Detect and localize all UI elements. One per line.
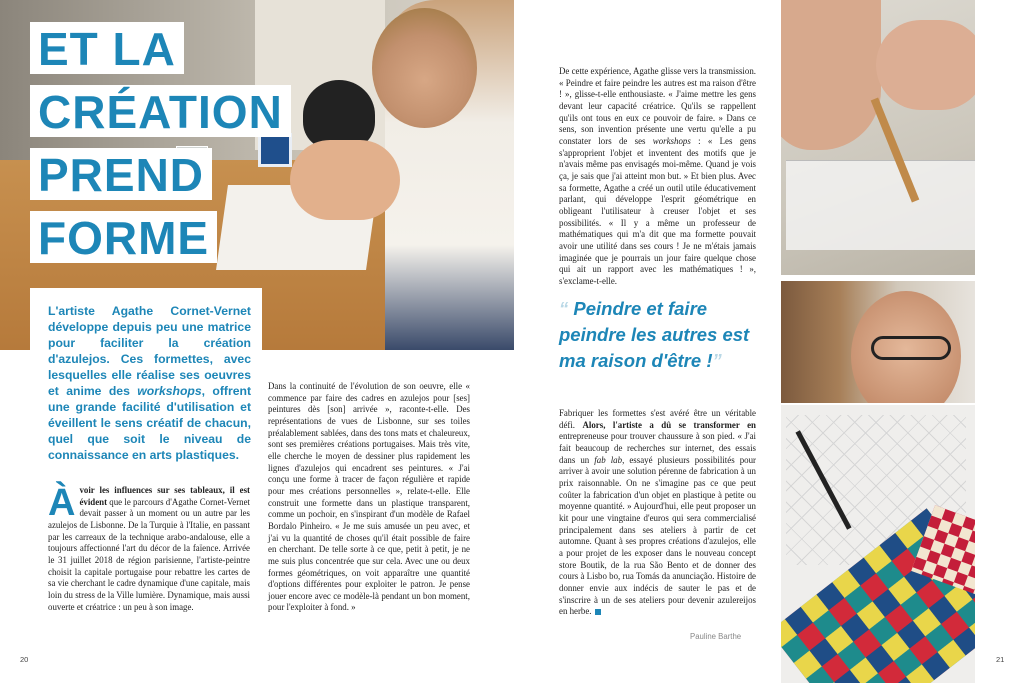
pull-quote: “ Peindre et faire peindre les autres est ma raison d'être !” xyxy=(559,298,750,371)
body-column-2: Dans la continuité de l'évolution de son oeuvre, elle « commence par faire des cadres en azulejos pour [ses] peintures dès [son] arrivée », raconte-t-elle. Des représentations de vues de Lisbonne, sur ses toiles préalablement sablées, dans des tons mats et chaleureux, sont ses premières créations portugaises. Mais très vite, elle cherche le moyen de dessiner plus rapidement les lignes d'azulejos qui encadrent ses peintures. « J'ai conçu une forme à tracer de façon régulière et rapide pour mes créations personnelles », relate-t-elle. Elle construit une formette dans un plastique transparent, comme un pochoir, en s'inspirant d'un modèle de Rafael Bordalo Pinheiro. « Je me suis amusée un peu avec, et j'ai vu la quantité de choses qu'il était possible de faire en cherchant. De telle sorte à ce que, petit à petit, je ne me suis plus concentrée que sur cela. Avec une ou deux formes géométriques, on voit apparaître une quantité d'options différentes pour exploiter le patron. Je pense jouer encore avec ce modèle-là pendant un bon moment, pour l'exploiter à fond. » xyxy=(268,381,470,613)
body-column-4: Fabriquer les formettes s'est avéré être un véritable défi. Alors, l'artiste a dû se transformer en entrepreneuse pour trouver chaussure à son pied. « J'ai fait beaucoup de recherches sur internet, des essais dans un fab lab, essayé plusieurs possibilités pour arriver à avoir une solution pérenne de fabrication à un prix raisonnable. On ne s'imagine pas ce que peut coûter la fabrication d'un objet en plastique à petite ou moyenne quantité. » Aujourd'hui, elle peut proposer un kit pour une vingtaine d'euros qui sera commercialisé principalement dans ses ateliers à partir de cet automne. Quant à ses propres créations d'azulejos, elle a pour projet de les exposer dans le nouveau concept store Boutik, de la rua São Bento et de donner des cours à Lisbo bo, rua Tomás da anunciação. Histoire de donner envie aux indécis de sauter le pas et de s'inscrire à un de ses ateliers pour devenir azulereijos en herbe. xyxy=(559,408,756,617)
artist-portrait-photo xyxy=(781,281,975,403)
page-number-left: 20 xyxy=(20,655,29,664)
azulejo-tiles-photo xyxy=(781,405,975,683)
drop-cap: À xyxy=(48,482,76,524)
hands-drawing-photo xyxy=(781,0,975,275)
page-number-right: 21 xyxy=(996,655,1005,664)
end-of-article-icon xyxy=(595,609,601,615)
title-line-2: CRÉATION xyxy=(30,85,291,137)
intro-paragraph: L'artiste Agathe Cornet-Vernet développe depuis peu une matrice pour faciliter la création d'azulejos. Ces formettes, avec lesquelles elle réalise ses oeuvres et anime des workshops, offrent une grande facilité d'utilisation et éveillent le sens créatif de chacun, quel que soit le niveau de connaissance en arts plastiques. xyxy=(48,304,251,462)
title-line-3: PREND xyxy=(30,148,212,200)
author-signature: Pauline Barthe xyxy=(690,632,742,641)
title-line-1: ET LA xyxy=(30,22,184,74)
body-column-3: De cette expérience, Agathe glisse vers la transmission. « Peindre et faire peindre les autres est ma raison d'être ! », glisse-t-elle enthousiaste. « J'aime mettre les gens devant leur capacité créatrice. Qu'ils se rappellent qu'ils ont tous en eux ce pouvoir de faire. » Dans ce sens, son invention présente une vertu qu'elle a pu constater lors de ses workshops : « Les gens s'approprient l'objet et inventent des motifs que je n'avais même pas envisagés moi-même. Quand je vois ça, je sais que j'ai atteint mon but. » Et bien plus. Avec sa formette, Agathe a créé un outil utile éducativement parlant, qui développe l'esprit géométrique en obligeant l'utilisateur à creuser l'objet et ses possibilités. « Il y a même un professeur de mathématiques qui m'a dit que ma formette pouvait avoir une utilité dans ses cours ! Je ne m'étais jamais imaginée que je pourrais un jour faire quelque chose qui ait un rapport avec les mathématiques ! », s'exclame-t-elle. xyxy=(559,66,756,286)
title-line-4: FORME xyxy=(30,211,217,263)
body-column-1: À voir les influences sur ses tableaux, il est évident que le parcours d'Agathe Cornet-Vernet devait passer à un moment ou un autre par les azulejos de Lisbonne. De la Turquie à l'Italie, en passant par les carreaux de la technique arabo-andalouse, elle a toujours affectionné l'art du décor de la faïence. Arrivée le 31 juillet 2018 de région parisienne, l'artiste-peintre choisit la capitale portugaise pour rebattre les cartes de sa vie cherchant le cadre dynamique d'une capitale, mais loin du stress de la Ville lumière. Dynamique, mais aussi ouverte et créatrice : un peu à son image. xyxy=(48,482,250,612)
